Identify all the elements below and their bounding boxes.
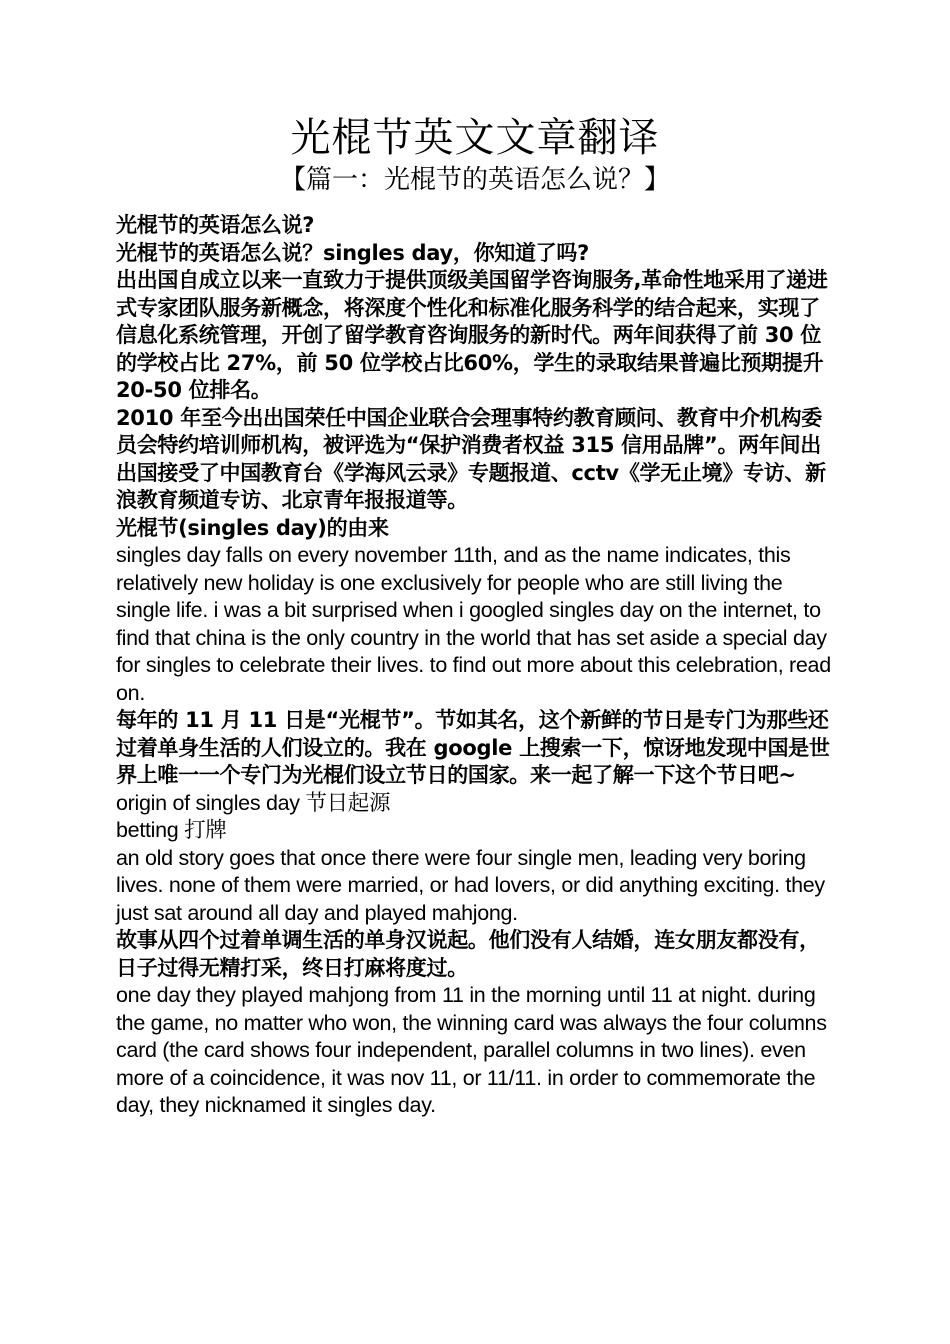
paragraph-english-story: an old story goes that once there were four single men, leading very boring lives. none of them were married, or had lovers, or did anything exciting. they just sat around all day and played mahjong. bbox=[116, 845, 825, 925]
paragraph-chinese-intro: 每年的 11 月 11 日是“光棍节”。节如其名，这个新鲜的节日是专门为那些还过着单身生活的人们设立的。我在 google 上搜索一下，惊讶地发现中国是世界上唯一一个专门为光棍们设立节日的国家。来一起了解一下这个节日吧~ bbox=[116, 708, 830, 787]
section-heading-origin-of-singles-day: origin of singles day 节日起源 bbox=[116, 790, 391, 815]
document-subtitle: 【篇一：光棍节的英语怎么说？】 bbox=[279, 165, 670, 195]
document-title: 光棍节英文文章翻译 bbox=[290, 115, 660, 161]
paragraph-english-intro: singles day falls on every november 11th, and as the name indicates, this relatively new holiday is one exclusively for people who are still living the single life. i was a bit surprised when i googled singles day on the internet, to find that china is the only country in the world that has set aside a special day for singles to celebrate their lives. to find out more about this celebration, read on. bbox=[116, 543, 831, 705]
document-body bbox=[116, 212, 838, 1120]
section-heading-origin: 光棍节(singles day)的由来 bbox=[116, 515, 389, 540]
section-heading-betting: betting 打牌 bbox=[116, 818, 227, 842]
paragraph-chinese-story: 故事从四个过着单调生活的单身汉说起。他们没有人结婚，连女朋友都没有，日子过得无精打采，终日打麻将度过。 bbox=[116, 928, 820, 980]
paragraph-question: 光棍节的英语怎么说? bbox=[116, 213, 315, 237]
paragraph-company-honors: 2010 年至今出出国荣任中国企业联合会理事特约教育顾问、教育中介机构委员会特约培训师机构，被评选为“保护消费者权益 315 信用品牌”。两年间出出国接受了中国教育台《学海风云录》专题报道、cctv《学无止境》专访、新浪教育频道专访、北京青年报报道等。 bbox=[116, 405, 826, 512]
paragraph-company-intro: 出出国自成立以来一直致力于提供顶级美国留学咨询服务,革命性地采用了递进式专家团队服务新概念，将深度个性化和标准化服务科学的结合起来，实现了信息化系统管理，开创了留学教育咨询服务的新时代。两年间获得了前 30 位的学校占比 27%，前 50 位学校占比60%，学生的录取结果普遍比预期提升 20-50 位排名。 bbox=[116, 268, 828, 402]
paragraph-question-answer: 光棍节的英语怎么说？singles day，你知道了吗? bbox=[116, 240, 589, 265]
paragraph-english-mahjong: one day they played mahjong from 11 in the morning until 11 at night. during the game, no matter who won, the winning card was always the four columns card (the card shows four independent, parallel columns in two lines). even more of a coincidence, it was nov 11, or 11/11. in order to commemorate the day, they nicknamed it singles day. bbox=[116, 983, 827, 1117]
